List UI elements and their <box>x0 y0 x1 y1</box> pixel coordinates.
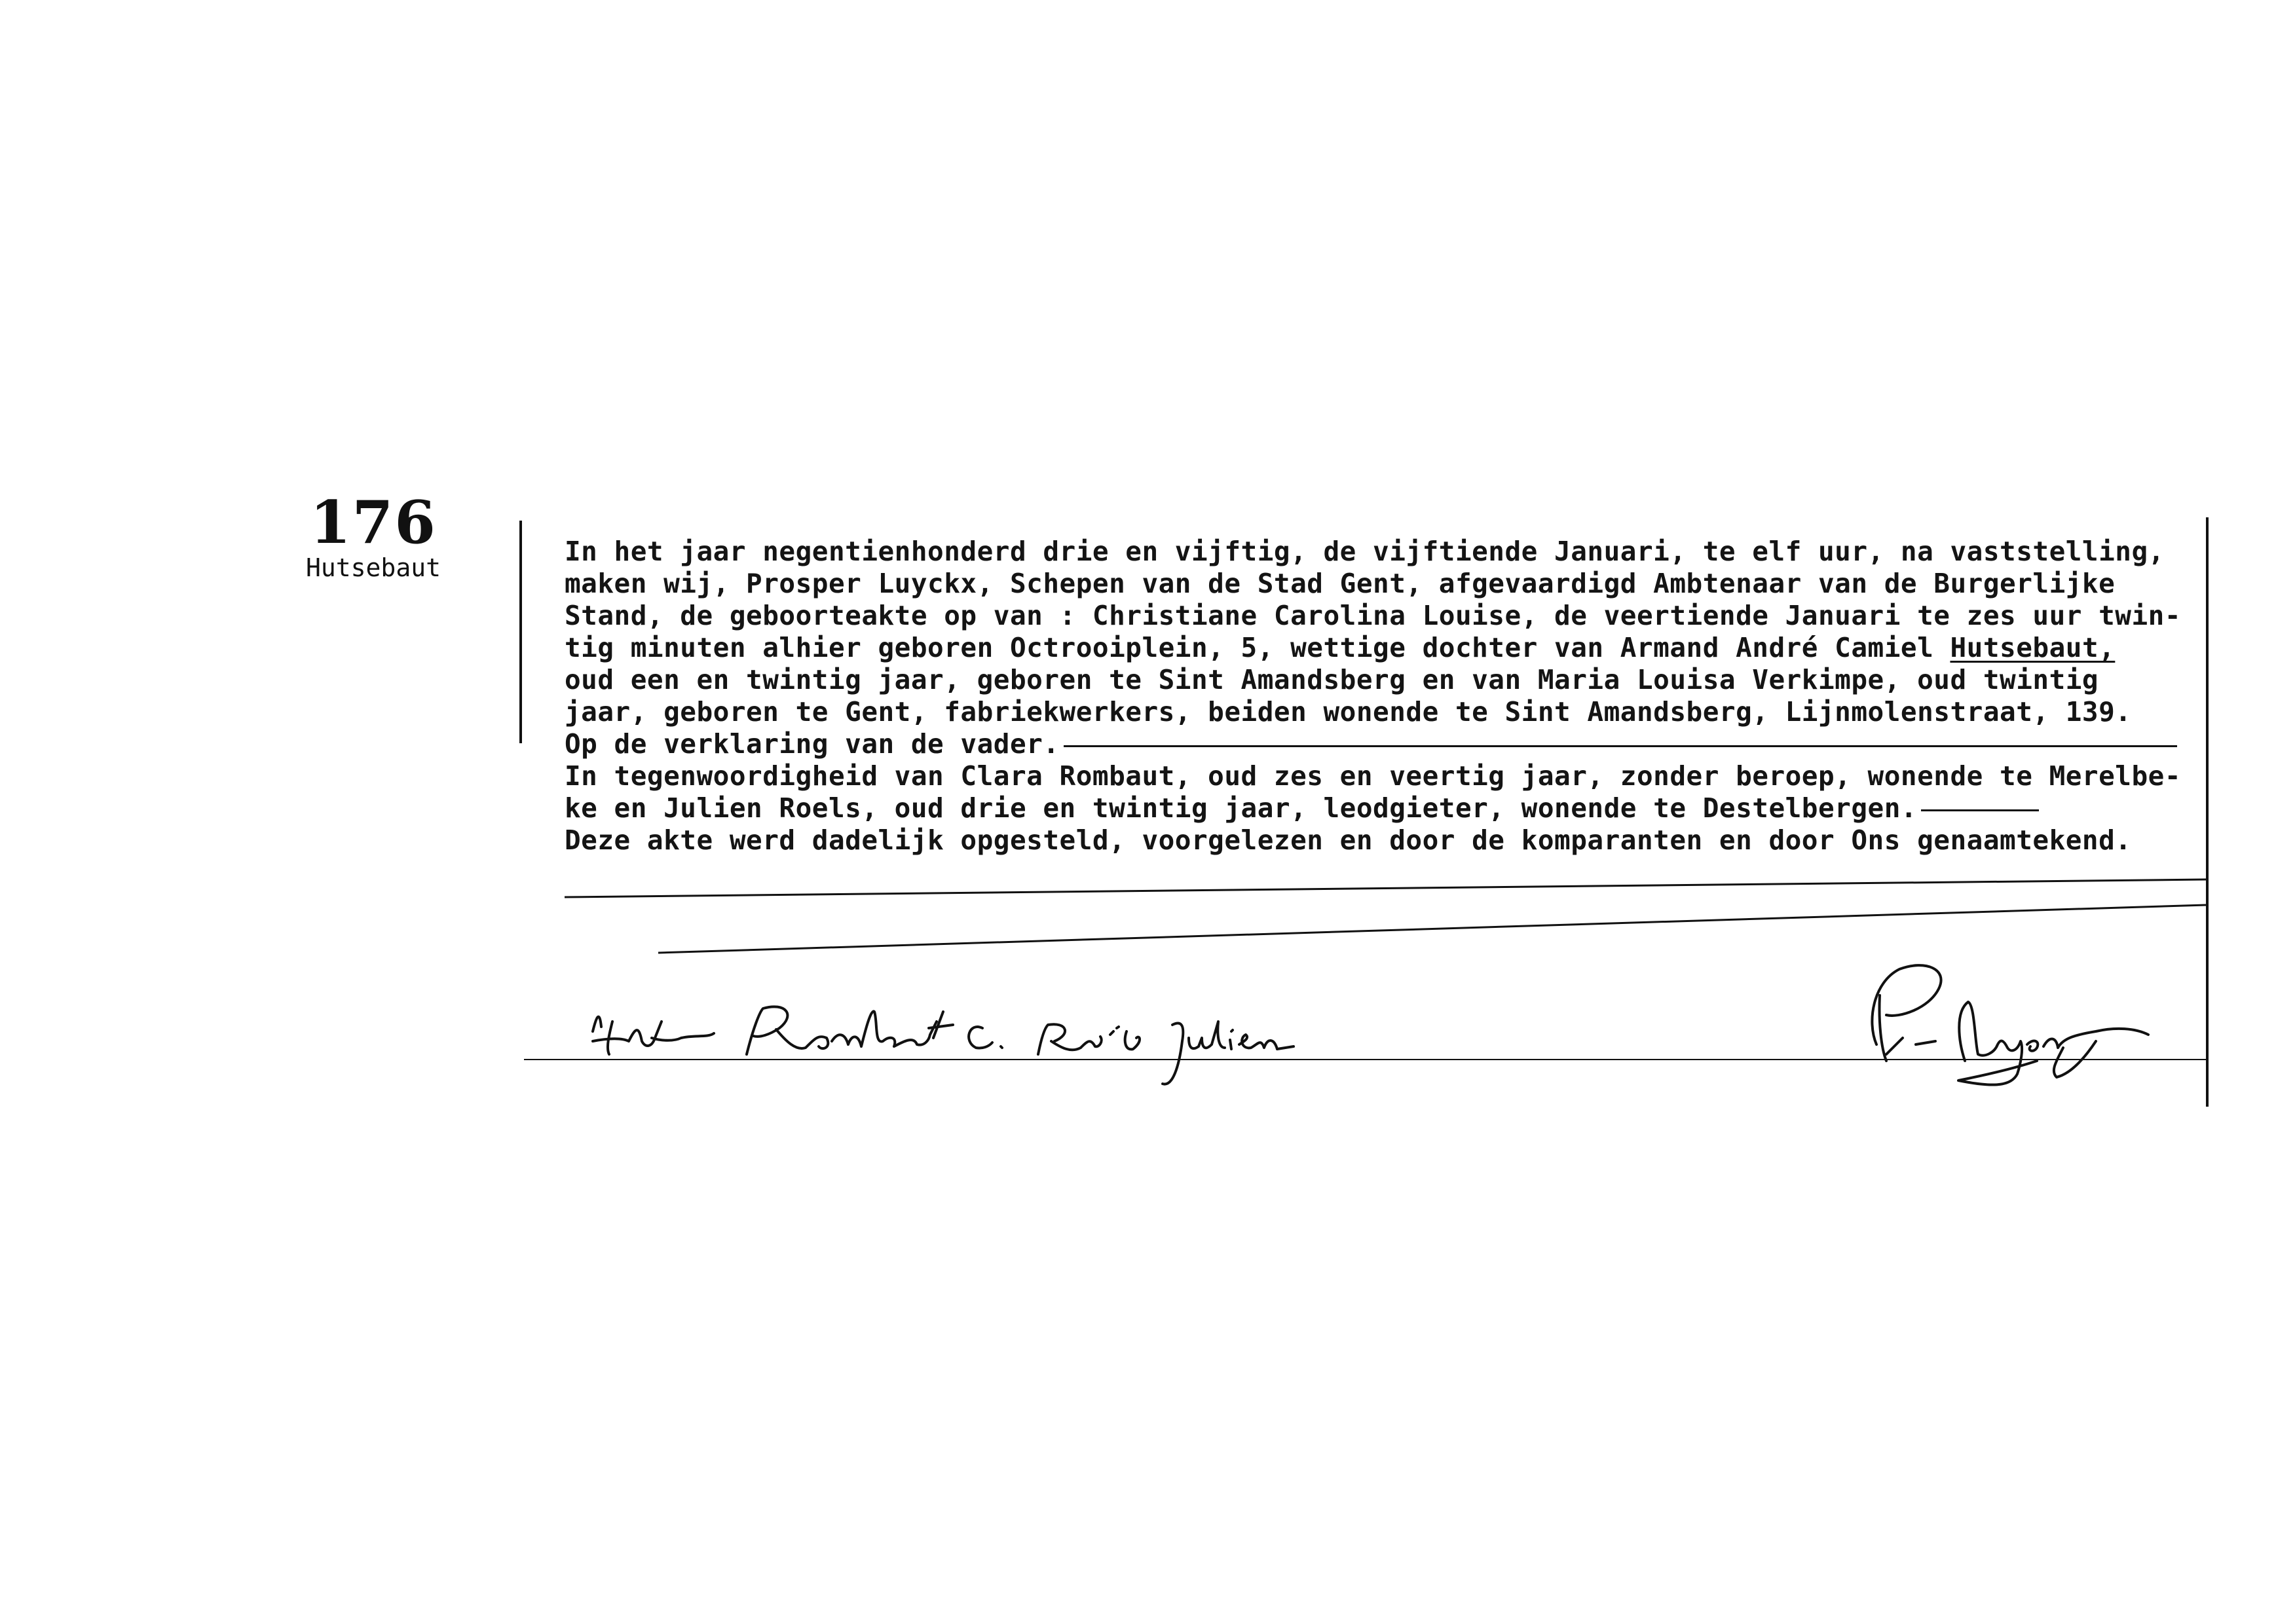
underlined-surname: Hutsebaut, <box>1950 632 2116 663</box>
signature-witnesses <box>593 1006 1294 1084</box>
record-line: In tegenwoordigheid van Clara Rombaut, oud zes en veertig jaar, zonder beroep, wonende te Merelbe- <box>565 760 2182 792</box>
margin-surname: Hutsebaut <box>306 553 441 582</box>
closing-rule-upper <box>565 879 2206 897</box>
record-line: Stand, de geboorteakte op van : Christiane Carolina Louise, de veertiende Januari te zes uur twin- <box>565 600 2182 631</box>
record-line: oud een en twintig jaar, geboren te Sint Amandsberg en van Maria Louisa Verkimpe, oud twintig <box>565 664 2099 695</box>
signature-official <box>1872 965 2148 1084</box>
record-line-text: ke en Julien Roels, oud drie en twintig jaar, leodgieter, wonende te Destelbergen. <box>565 792 1918 824</box>
closing-rule-lower <box>658 905 2206 953</box>
record-number: 176 <box>310 488 437 557</box>
record-line-text: tig minuten alhier geboren Octrooiplein, 5, wettige dochter van Armand André Camiel <box>565 632 1950 663</box>
record-line-text: Op de verklaring van de vader. <box>565 728 1060 760</box>
record-line: jaar, geboren te Gent, fabriekwerkers, beiden wonende te Sint Amandsberg, Lijnmolenstraat, 139. <box>565 696 2132 728</box>
record-line: In het jaar negentienhonderd drie en vijftig, de vijftiende Januari, te elf uur, na vaststelling, <box>565 536 2165 567</box>
record-line: Deze akte werd dadelijk opgesteld, voorgelezen en door de komparanten en door Ons genaamtekend. <box>565 824 2132 856</box>
record-line: maken wij, Prosper Luyckx, Schepen van de Stad Gent, afgevaardigd Ambtenaar van de Burgerlijke <box>565 568 2116 599</box>
